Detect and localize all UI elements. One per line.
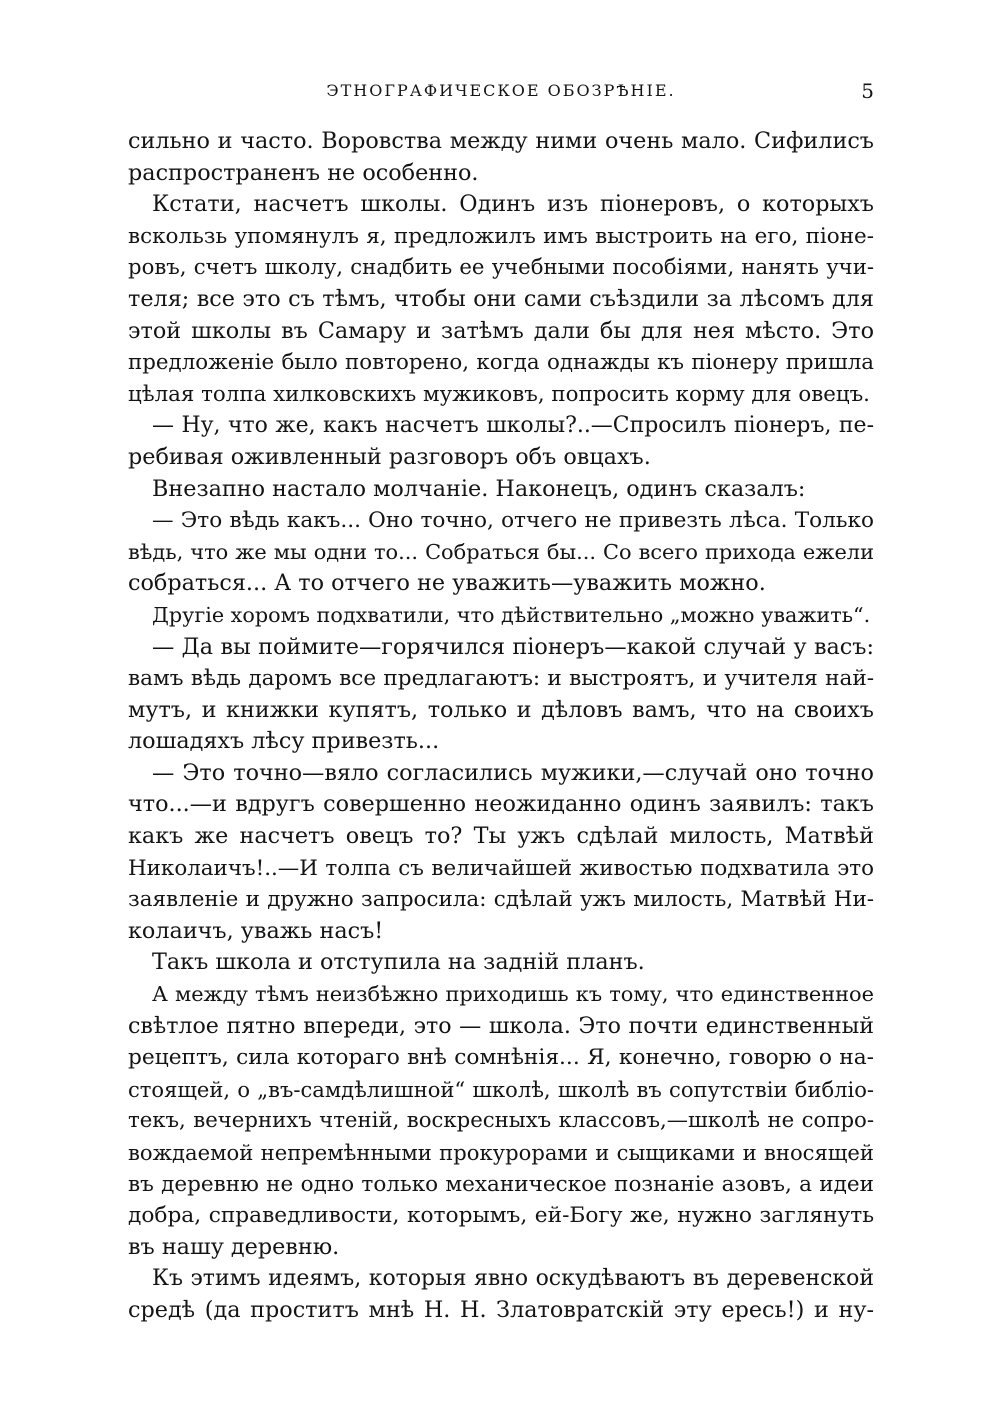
text-line: Другіе хоромъ подхватили, что дѣйствительно „можно уважить“. — [152, 602, 871, 627]
text-line: текъ, вечернихъ чтеній, воскресныхъ классовъ,—школѣ не сопро- — [128, 1108, 874, 1134]
text-line: мутъ, и книжки купятъ, только и дѣловъ вамъ, что на своихъ — [128, 696, 874, 723]
text-line: А между тѣмъ неизбѣжно приходишь къ тому, что единственное — [152, 982, 874, 1007]
text-line: сильно и часто. Воровства между ними очень мало. Сифилисъ — [128, 128, 874, 154]
text-line: — Да вы поймите—горячился піонеръ—какой случай у васъ: — [152, 633, 874, 660]
text-line: предложеніе было повторено, когда однажды къ піонеру пришла — [128, 350, 874, 376]
text-line: Такъ школа и отступила на задній планъ. — [152, 949, 645, 976]
body-text — [128, 126, 874, 1327]
text-line: заявленіе и дружно запросила: сдѣлай ужъ милость, Матвѣй Ни- — [128, 887, 874, 913]
text-line: цѣлая толпа хилковскихъ мужиковъ, попросить корму для овецъ. — [128, 381, 870, 407]
text-line: въ нашу деревню. — [128, 1233, 340, 1260]
text-line: вамъ вѣдь даромъ все предлагаютъ: и выстроятъ, и учителя най- — [128, 666, 874, 692]
text-line: вскользь упомянулъ я, предложилъ имъ выстроить на его, піоне- — [128, 223, 874, 249]
text-line: — Это точно—вяло согласились мужики,—случай оно точно — [152, 759, 874, 786]
text-line: Внезапно настало молчаніе. Наконецъ, одинъ сказалъ: — [152, 475, 806, 502]
text-line: — Ну, что же, какъ насчетъ школы?..—Спросилъ піонеръ, пе- — [152, 413, 874, 439]
page-number: 5 — [861, 79, 874, 103]
text-line: Къ этимъ идеямъ, которыя явно оскудѣваютъ въ деревенской — [152, 1266, 874, 1292]
text-line: распространенъ не особенно. — [128, 159, 479, 186]
text-line: лошадяхъ лѣсу привезть... — [128, 728, 440, 755]
text-line: рецептъ, сила котораго внѣ сомнѣнія... Я, конечно, говорю о на- — [128, 1045, 874, 1071]
text-line: стоящей, о „въ-самдѣлишной“ школѣ, школѣ въ сопутствіи библіо- — [128, 1076, 874, 1102]
text-line: вождаемой непремѣнными прокурорами и сыщиками и вносящей — [128, 1140, 874, 1165]
text-line: средѣ (да проститъ мнѣ Н. Н. Златовратскій эту ересь!) и ну- — [128, 1296, 874, 1323]
text-line: что...—и вдругъ совершенно неожиданно одинъ заявилъ: такъ — [128, 791, 874, 818]
text-line: ровъ, счетъ школу, снадбить ее учебными пособіями, нанять учи- — [128, 255, 874, 281]
running-header — [128, 78, 874, 104]
text-line: въ деревню не одно только механическое познаніе азовъ, а идеи — [128, 1171, 874, 1197]
text-line: какъ же насчетъ овецъ то? Ты ужъ сдѣлай милость, Матвѣй — [128, 823, 874, 850]
text-line: ребивая оживленный разговоръ объ овцахъ. — [128, 443, 651, 470]
text-line: теля; все это съ тѣмъ, чтобы они сами съѣздили за лѣсомъ для — [128, 285, 874, 312]
text-line: колаичъ, уважь насъ! — [128, 917, 384, 944]
text-line: свѣтлое пятно впереди, это — школа. Это почти единственный — [128, 1012, 874, 1039]
text-line: этой школы въ Самару и затѣмъ дали бы для нея мѣсто. Это — [128, 317, 874, 344]
journal-title: ЭТНОГРАФИЧЕСКОЕ ОБОЗРѢНІЕ. — [326, 81, 676, 100]
text-line: вѣдь, что же мы одни то... Собраться бы... Со всего прихода ежели — [128, 539, 874, 564]
text-line: — Это вѣдь какъ... Оно точно, отчего не привезть лѣса. Только — [152, 508, 874, 534]
text-line: добра, справедливости, которымъ, ей-Богу же, нужно заглянуть — [128, 1203, 874, 1229]
text-line: Кстати, насчетъ школы. Одинъ изъ піонеровъ, о которыхъ — [152, 191, 874, 218]
text-line: собраться... А то отчего не уважить—уважить можно. — [128, 570, 766, 597]
text-line: Николаичъ!..—И толпа съ величайшей живостью подхватила это — [128, 855, 874, 881]
